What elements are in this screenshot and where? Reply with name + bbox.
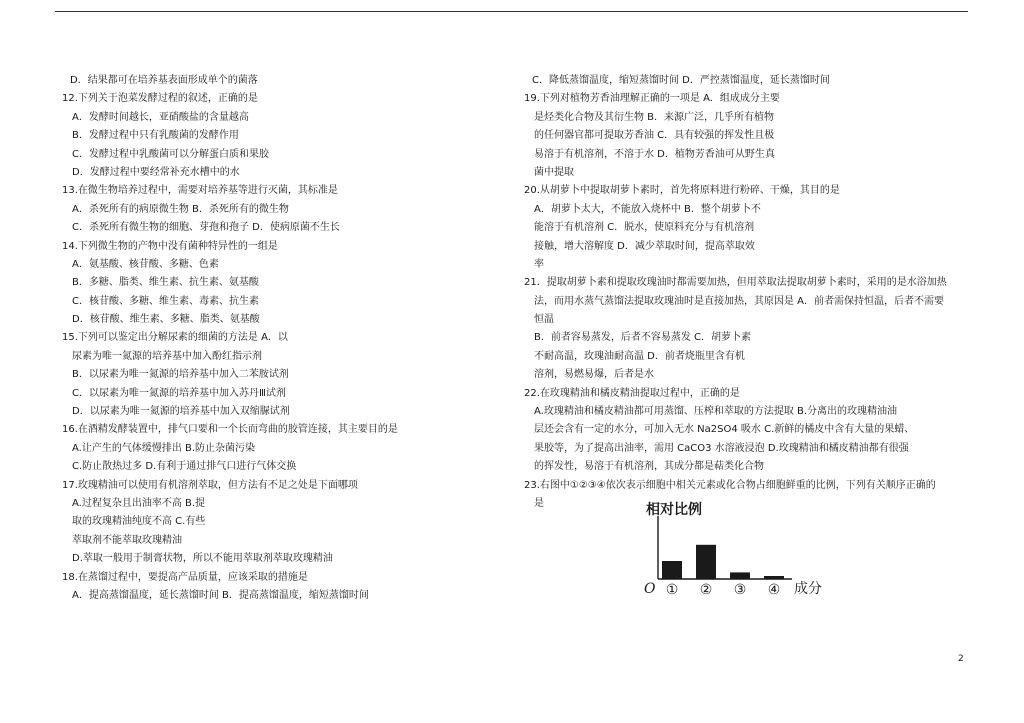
q21-stem: 21．提取胡萝卜素和提取玫瑰油时都需要加热，但用萃取法提取胡萝卜素时，采用的是水浴加热 [524, 277, 947, 289]
q19-options-line1: 是烃类化合物及其衍生物 B．来源广泛，几乎所有植物 [534, 111, 775, 123]
q22-options-line1: A.玫瑰精油和橘皮精油都可用蒸馏、压榨和萃取的方法提取 B.分离出的玫瑰精油油 [534, 406, 898, 418]
q21-stem-line2: 法，而用水蒸气蒸馏法提取玫瑰油时是直接加热，其原因是 A．前者需保持恒温，后者不需要 [534, 295, 945, 307]
q20-stem: 20.从胡萝卜中提取胡萝卜素时，首先将原料进行粉碎、干燥，其目的是 [524, 185, 840, 197]
q13-stem: 13.在微生物培养过程中，需要对培养基等进行灭菌，其标准是 [62, 185, 338, 197]
q17-option-b: 取的玫瑰精油纯度不高 C.有些 [72, 516, 206, 528]
q13-options-ab: A．杀死所有的病原微生物 B．杀死所有的微生物 [72, 203, 289, 215]
q19-options-line2: 的任何器官都可提取芳香油 C．具有较强的挥发性且极 [534, 130, 775, 142]
q22-options-line2: 层还会含有一定的水分，可加入无水 Na2SO4 吸水 C.新鲜的橘皮中含有大量的果蜡、 [534, 424, 915, 436]
q12-stem: 12.下列关于泡菜发酵过程的叙述，正确的是 [62, 93, 258, 105]
q12-option-b: B．发酵过程中只有乳酸菌的发酵作用 [72, 130, 239, 142]
left-column [62, 72, 502, 605]
q20-options-line4: 率 [534, 258, 544, 270]
q23-stem-line2: 是 [534, 497, 544, 509]
q12-option-d: D．发酵过程中要经常补充水槽中的水 [72, 166, 240, 178]
tick-label-2: ② [699, 582, 713, 598]
q21-stem-line3: 恒温 [534, 314, 554, 326]
q21-options-line1: B．前者容易蒸发，后者不容易蒸发 C．胡萝卜素 [534, 332, 752, 344]
q12-option-a: A．发酵时间越长，亚硝酸盐的含量越高 [72, 111, 249, 123]
q16-stem: 16.在酒精发酵装置中，排气口要和一个长而弯曲的胶管连接，其主要目的是 [62, 424, 398, 436]
page-number: 2 [958, 654, 964, 664]
origin-label: O [644, 581, 656, 597]
q17-option-a: A.过程复杂且出油率不高 B.提 [72, 497, 206, 509]
q19-options-line4: 菌中提取 [534, 166, 574, 178]
q11-option-d: D．结果都可在培养基表面形成单个的菌落 [70, 75, 258, 86]
tick-labels-group [666, 582, 781, 598]
q14-option-b: B．多糖、脂类、维生素、抗生素、氨基酸 [72, 277, 259, 289]
right-column [524, 72, 974, 513]
q14-stem: 14.下列微生物的产物中没有菌种特异性的一组是 [62, 240, 278, 252]
q19-options-line3: 易溶于有机溶剂，不溶于水 D．植物芳香油可从野生真 [534, 148, 775, 160]
top-rule [55, 11, 968, 12]
bar-3 [730, 572, 750, 579]
q20-options-line1: A．胡萝卜太大，不能放入烧杯中 B．整个胡萝卜不 [534, 203, 761, 215]
q15-option-b: B．以尿素为唯一氮源的培养基中加入二苯胺试剂 [72, 369, 289, 381]
q22-options-line3: 果胶等，为了提高出油率，需用 CaCO3 水溶液浸泡 D.玫瑰精油和橘皮精油都有很强 [534, 442, 909, 454]
tick-label-3: ③ [733, 582, 747, 598]
q12-option-c: C．发酵过程中乳酸菌可以分解蛋白质和果胶 [72, 148, 269, 160]
q15-option-d: D．以尿素为唯一氮源的培养基中加入双缩脲试剂 [72, 406, 290, 418]
tick-label-1: ① [665, 582, 679, 598]
q15-option-c: C．以尿素为唯一氮源的培养基中加入苏丹Ⅲ试剂 [72, 387, 286, 399]
q14-option-d: D．核苷酸、维生素、多糖、脂类、氨基酸 [72, 314, 260, 326]
bar-4 [764, 576, 784, 579]
q21-options-line3: 溶剂，易燃易爆，后者是水 [534, 369, 654, 381]
q22-stem: 22.在玫瑰精油和橘皮精油提取过程中，正确的是 [524, 387, 740, 399]
q17-option-d: D.萃取一般用于制膏状物，所以不能用萃取剂萃取玫瑰精油 [72, 553, 333, 565]
q18-options-ab: A．提高蒸馏温度，延长蒸馏时间 B．提高蒸馏温度，缩短蒸馏时间 [72, 589, 369, 601]
q17-option-c: 萃取剂不能萃取玫瑰精油 [72, 534, 182, 546]
q21-options-line2: 不耐高温，玫瑰油耐高温 D．前者烧瓶里含有机 [534, 350, 745, 362]
q16-options-cd: C.防止散热过多 D.有利于通过排气口进行气体交换 [72, 461, 297, 473]
x-axis-label: 成分 [794, 581, 822, 597]
q16-options-ab: A.让产生的气体缓慢排出 B.防止杂菌污染 [72, 442, 256, 454]
q15-option-a-cont: 尿素为唯一氮源的培养基中加入酚红指示剂 [72, 350, 262, 362]
q15-stem: 15.下列可以鉴定出分解尿素的细菌的方法是 A．以 [62, 332, 288, 344]
q19-stem: 19.下列对植物芳香油理解正确的一项是 A．组成成分主要 [524, 93, 780, 105]
q18-options-cd: C．降低蒸馏温度，缩短蒸馏时间 D．严控蒸馏温度，延长蒸馏时间 [532, 75, 830, 86]
tick-label-4: ④ [767, 582, 781, 598]
q14-option-a: A．氨基酸、核苷酸、多糖、色素 [72, 258, 219, 270]
bar-1 [662, 561, 682, 579]
bar-2 [696, 545, 716, 579]
q13-options-cd: C．杀死所有微生物的细胞、芽孢和孢子 D．使病原菌不生长 [72, 222, 340, 234]
q14-option-c: C．核苷酸、多糖、维生素、毒素、抗生素 [72, 295, 259, 307]
y-axis-label: 相对比例 [646, 502, 702, 518]
q17-stem: 17.玫瑰精油可以使用有机溶剂萃取，但方法有不足之处是下面哪项 [62, 479, 358, 491]
bar-chart [640, 496, 840, 601]
q23-stem: 23.右图中①②③④依次表示细胞中相关元素或化合物占细胞鲜重的比例，下列有关顺序正确的 [524, 479, 936, 491]
q22-options-line4: 的挥发性，易溶于有机溶剂，其成分都是萜类化合物 [534, 461, 764, 473]
bars-group [662, 545, 784, 579]
q20-options-line3: 接触，增大溶解度 D．减少萃取时间，提高萃取效 [534, 240, 755, 252]
q20-options-line2: 能溶于有机溶剂 C．脱水，使原料充分与有机溶剂 [534, 222, 755, 234]
q18-stem: 18.在蒸馏过程中，要提高产品质量，应该采取的措施是 [62, 571, 308, 583]
